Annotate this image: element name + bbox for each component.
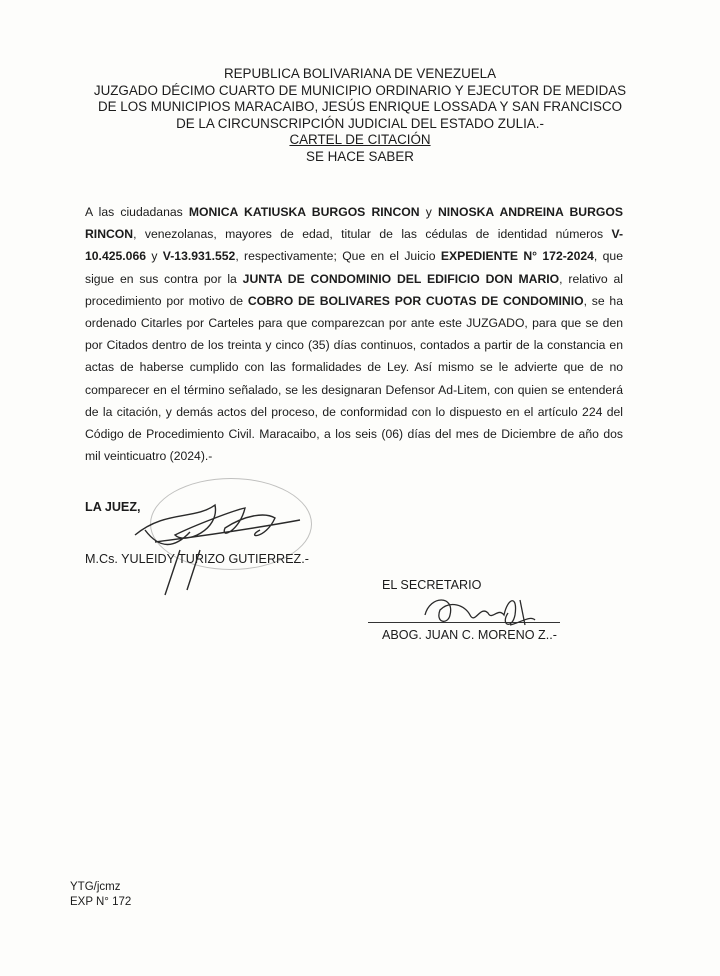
- judge-handwritten-signature: [125, 490, 315, 600]
- notice-body: [85, 201, 623, 467]
- header-municipalities: DE LOS MUNICIPIOS MARACAIBO, JESÚS ENRIQUE LOSSADA Y SAN FRANCISCO: [97, 99, 623, 114]
- id-number-2: V-13.931.552: [162, 249, 236, 264]
- body-text-segment: , relativo al procedimiento por motivo de: [85, 271, 623, 308]
- body-text-segment: , respectivamente; Que en el Juicio: [235, 249, 441, 264]
- body-text-segment: y: [419, 205, 438, 219]
- secretary-name: ABOG. JUAN C. MORENO Z..-: [382, 628, 557, 642]
- body-text-segment: , que sigue en sus contra por la: [85, 249, 623, 286]
- body-text-segment: , se ha ordenado Citarles por Carteles para que comparezcan por ante este JUZGADO, para que se den por Citados dentro de los treinta y cinco (35) días continuos, contados a partir de la constancia en actas de haberse cumplido con las formalidades de Ley. Así mismo se le advierte que de no comparecer en el término señalado, se les designaran Defensor Ad-Litem, con quien se entenderá de la citación, y demás actos del proceso, de conformidad con lo dispuesto en el artículo 224 del Código de Procedimiento Civil. Maracaibo, a los seis (06) días del mes de Diciembre de año dos mil veinticuatro (2024).-: [85, 293, 623, 464]
- plaintiff-name: JUNTA DE CONDOMINIO DEL EDIFICIO DON MARIO: [242, 271, 560, 286]
- judge-name: M.Cs. YULEIDY TURIZO GUTIERREZ.-: [85, 552, 309, 566]
- header-notice-title: CARTEL DE CITACIÓN: [289, 132, 431, 147]
- case-number: EXPEDIENTE N° 172-2024: [440, 249, 594, 264]
- defendant-name-2: NINOSKA ANDREINA BURGOS RINCON: [85, 205, 623, 242]
- header-jurisdiction: DE LA CIRCUNSCRIPCIÓN JUDICIAL DEL ESTADO ZULIA.-: [176, 115, 544, 131]
- secretary-role: EL SECRETARIO: [382, 578, 482, 592]
- judge-role: LA JUEZ,: [85, 500, 141, 514]
- footer-initials: YTG/jcmz: [70, 881, 121, 893]
- body-text-segment: A las ciudadanas: [85, 205, 189, 219]
- footer-case-reference: EXP N° 172: [70, 896, 132, 908]
- header-court: JUZGADO DÉCIMO CUARTO DE MUNICIPIO ORDINARIO Y EJECUTOR DE MEDIDAS: [93, 82, 627, 98]
- header-notice-subtitle: SE HACE SABER: [306, 148, 414, 164]
- defendant-name-1: MONICA KATIUSKA BURGOS RINCON: [188, 205, 420, 219]
- id-number-1: V-10.425.066: [85, 227, 623, 264]
- header-country: REPUBLICA BOLIVARIANA DE VENEZUELA: [223, 66, 497, 81]
- body-text-segment: , venezolanas, mayores de edad, titular de las cédulas de identidad números: [133, 227, 612, 242]
- body-text-segment: y: [146, 249, 163, 264]
- case-motive: COBRO DE BOLIVARES POR CUOTAS DE CONDOMINIO: [247, 293, 584, 308]
- document-footer: [70, 880, 131, 910]
- secretary-handwritten-signature: [420, 585, 540, 645]
- document-header: [60, 66, 660, 165]
